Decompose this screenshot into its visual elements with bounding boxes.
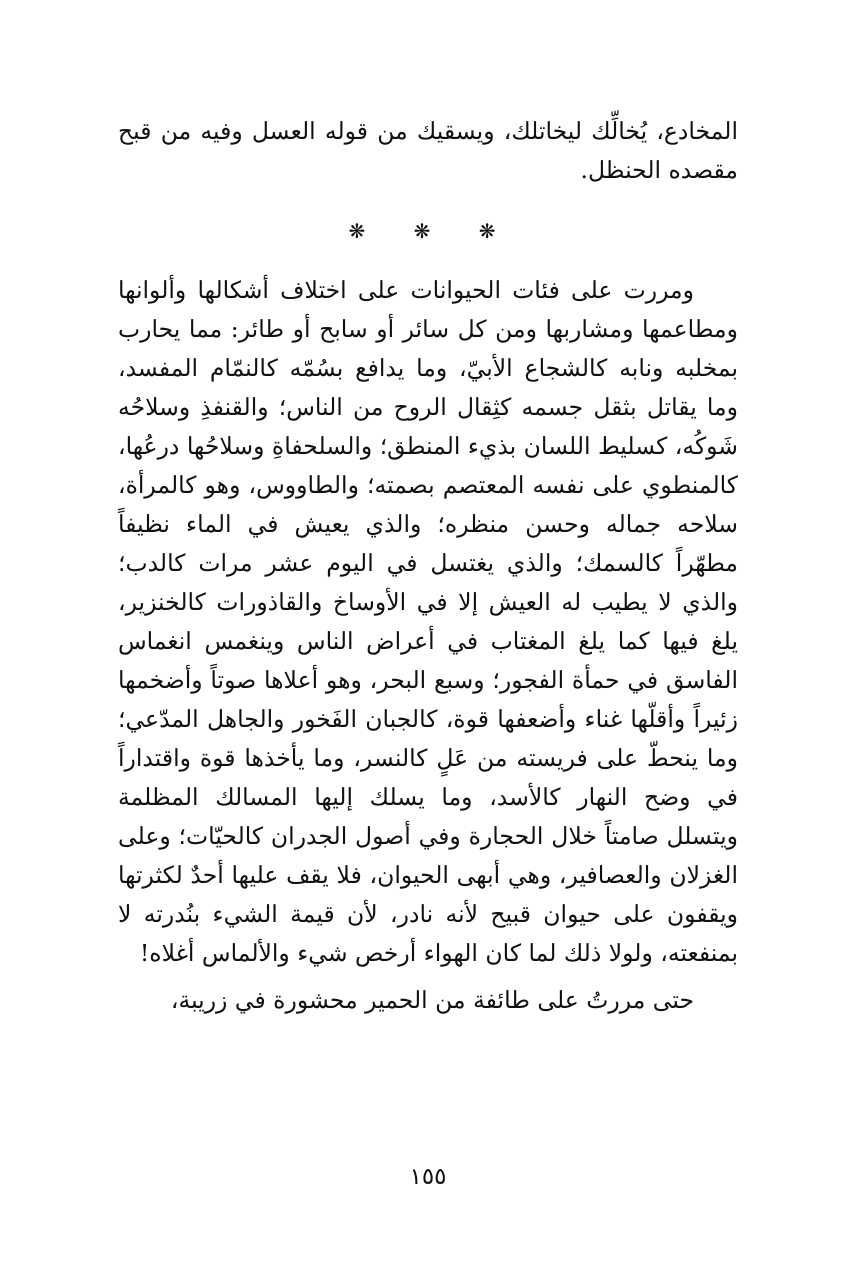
separator-asterism-2: ❋: [413, 219, 443, 243]
paragraph-animals: ومررت على فئات الحيوانات على اختلاف أشكالها وألوانها ومطاعمها ومشاربها ومن كل سائر أو سابح أو طائر: مما يحارب بمخلبه ونابه كالشجاع الأبيّ، وما يدافع بسُمّه كالنمّام المفسد، وما يقاتل بثقل جسمه كثِقال الروح من الناس؛ والقنفذِ وسلاحُه شَوكُه، كسليط اللسان بذيء المنطق؛ والسلحفاةِ وسلاحُها درعُها، كالمنطوي على نفسه المعتصم بصمته؛ والطاووس، وهو كالمرأة، سلاحه جماله وحسن منظره؛ والذي يعيش في الماء نظيفاً مطهّراً كالسمك؛ والذي يغتسل في اليوم عشر مرات كالدب؛ والذي لا يطيب له العيش إلا في الأوساخ والقاذورات كالخنزير، يلغ فيها كما يلغ المغتاب في أعراض الناس وينغمس انغماس الفاسق في حمأة الفجور؛ وسبع البحر، وهو أعلاها صوتاً وأضخمها زئيراً وأقلّها غناء وأضعفها قوة، كالجبان الفَخور والجاهل المدّعي؛ وما ينحطّ على فريسته من عَلٍ كالنسر، وما يأخذها قوة واقتداراً في وضح النهار كالأسد، وما يسلك إليها المسالك المظلمة ويتسلل صامتاً خلال الحجارة وفي أصول الجدران كالحيّات؛ وعلى الغزلان والعصافير، وهي أبهى الحيوان، فلا يقف عليها أحدٌ لكثرتها ويقفون على حيوان قبيح لأنه نادر، لأن قيمة الشيء بنُدرته لا بمنفعته، ولولا ذلك لما كان الهواء أرخص شيء والألماس أغلاه!: [117, 276, 738, 967]
paragraph-gap: [118, 973, 738, 981]
section-separator: [118, 212, 738, 250]
page-number: ١٥٥: [409, 1164, 447, 1190]
separator-asterism-1: ❋: [348, 219, 378, 243]
paragraph-continuation: المخادع، يُخالِّك ليخاتلك، ويسقيك من قوله العسل وفيه من قبح مقصده الحنظل.: [118, 117, 738, 184]
paragraph-donkeys: حتى مررتُ على طائفة من الحمير محشورة في زريبة،: [170, 986, 694, 1014]
separator-asterism-3: ❋: [478, 219, 508, 243]
book-page: [118, 112, 738, 1270]
